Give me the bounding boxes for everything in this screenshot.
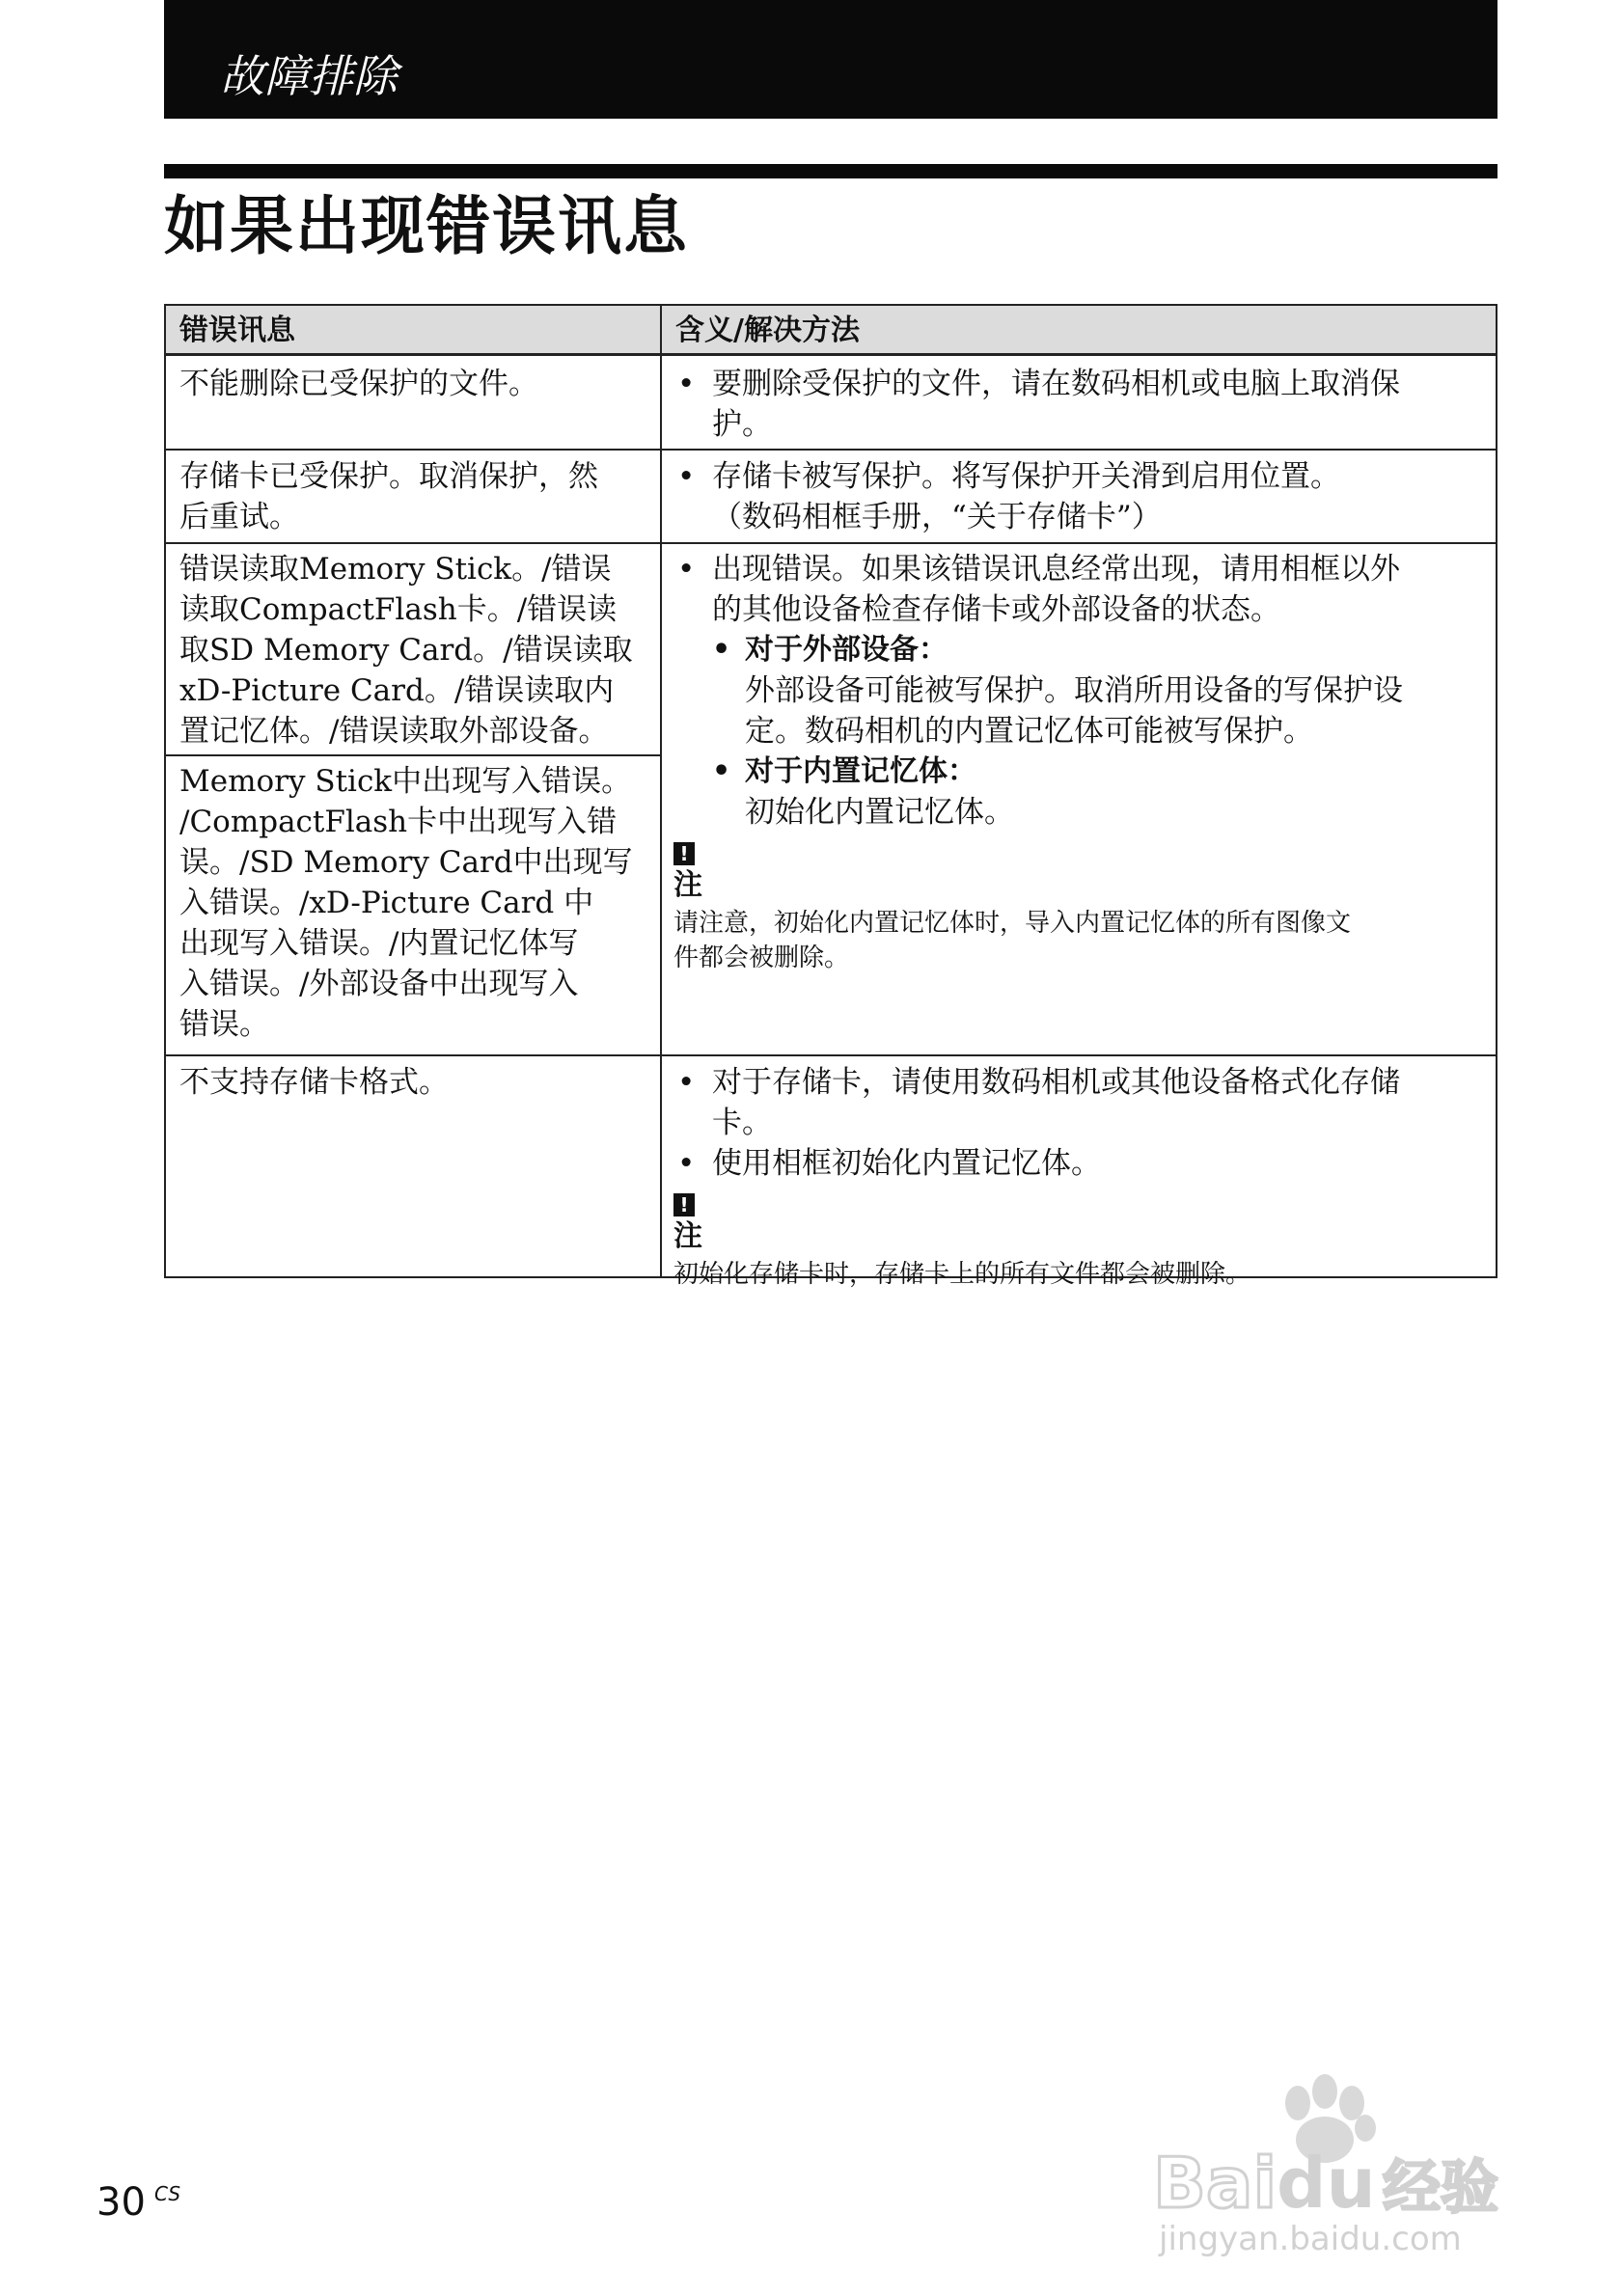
bullet-dot: • — [677, 459, 696, 494]
table-row-error: 不支持存储卡格式。 — [179, 1065, 449, 1100]
row-divider — [166, 1054, 1496, 1056]
solution-bullet: • 要删除受保护的文件，请在数码相机或电脑上取消保 护。 — [673, 364, 1496, 445]
error-text: 不能删除已受保护的文件。 — [179, 367, 538, 401]
baidu-watermark — [1153, 2064, 1578, 2257]
page-title: 如果出现错误讯息 — [164, 189, 689, 263]
note-text: 初始化存储卡时，存储卡上的所有文件都会被删除。 — [673, 1260, 1251, 1289]
bullet-dot: • — [677, 367, 696, 401]
column-divider — [660, 306, 662, 1276]
table-row-solution — [673, 456, 1496, 537]
note-icon: ! — [673, 842, 695, 865]
column-header-solution: 含义/解决方法 — [662, 306, 1496, 356]
solution-bullet: • 存储卡被写保护。将写保护开关滑到启用位置。 （数码相框手册，“关于存储卡”） — [673, 456, 1496, 537]
table-row-error: Memory Stick中出现写入错误。 /CompactFlash卡中出现写入错 误。/SD Memory Card中出现写 入错误。/xD-Picture Card 中 出现写入错误。/内置记忆体写 入错误。/外部设备中出现写入 错误。 — [179, 764, 633, 1042]
watermark-brand: Bai — [1153, 2143, 1278, 2224]
watermark-suffix: 经验 — [1383, 2154, 1498, 2222]
header-bar — [164, 0, 1497, 119]
solution-bullet: • 对于存储卡，请使用数码相机或其他设备格式化存储 卡。 — [673, 1062, 1496, 1143]
error-message-table — [164, 304, 1497, 1289]
solution-bullet: • 出现错误。如果该错误讯息经常出现，请用相框以外 的其他设备检查存储卡或外部设备的状态。 — [673, 549, 1496, 630]
bullet-dot: • — [677, 552, 696, 587]
title-rule — [164, 164, 1497, 178]
page-number: 30 — [96, 2180, 146, 2225]
table-row-error — [179, 364, 652, 404]
bullet-dot: • — [677, 1065, 696, 1100]
sub-item-title: • 对于内置记忆体： — [673, 752, 1496, 792]
bullet-dot: • — [677, 1146, 696, 1181]
bullet-dot: • — [712, 754, 731, 788]
sub-item-text: 初始化内置记忆体。 — [745, 795, 1014, 830]
language-code: CS — [154, 2182, 181, 2205]
note-text: 请注意，初始化内置记忆体时，导入内置记忆体的所有图像文 件都会被删除。 — [673, 909, 1352, 972]
table-row-solution — [673, 1062, 1496, 1292]
sub-item-title: • 对于外部设备： — [673, 630, 1496, 670]
note-heading: ! 注 — [673, 842, 702, 902]
section-title: 故障排除 — [220, 50, 398, 102]
table-row-solution — [673, 364, 1496, 445]
sub-item-text: 外部设备可能被写保护。取消所用设备的写保护设 定。数码相机的内置记忆体可能被写保护。 — [745, 673, 1403, 749]
column-header-error: 错误讯息 — [166, 306, 660, 356]
watermark-url: jingyan.baidu.com — [1159, 2220, 1462, 2257]
row-divider — [166, 542, 1496, 544]
solution-bullet: • 使用相框初始化内置记忆体。 — [673, 1143, 1496, 1184]
row-divider — [166, 754, 660, 756]
watermark-brand2: du — [1277, 2143, 1376, 2224]
table-row-error: 存储卡已受保护。取消保护，然 后重试。 — [179, 459, 598, 534]
bullet-dot: • — [712, 633, 731, 667]
table-row-error: 错误读取Memory Stick。/错误 读取CompactFlash卡。/错误读 取SD Memory Card。/错误读取 xD-Picture Card。/错误读取内 置记忆体。/错误读取外部设备。 — [179, 552, 633, 749]
table-row-solution — [673, 549, 1496, 975]
note-icon: ! — [673, 1193, 695, 1216]
row-divider — [166, 449, 1496, 451]
note-heading: ! 注 — [673, 1193, 702, 1253]
